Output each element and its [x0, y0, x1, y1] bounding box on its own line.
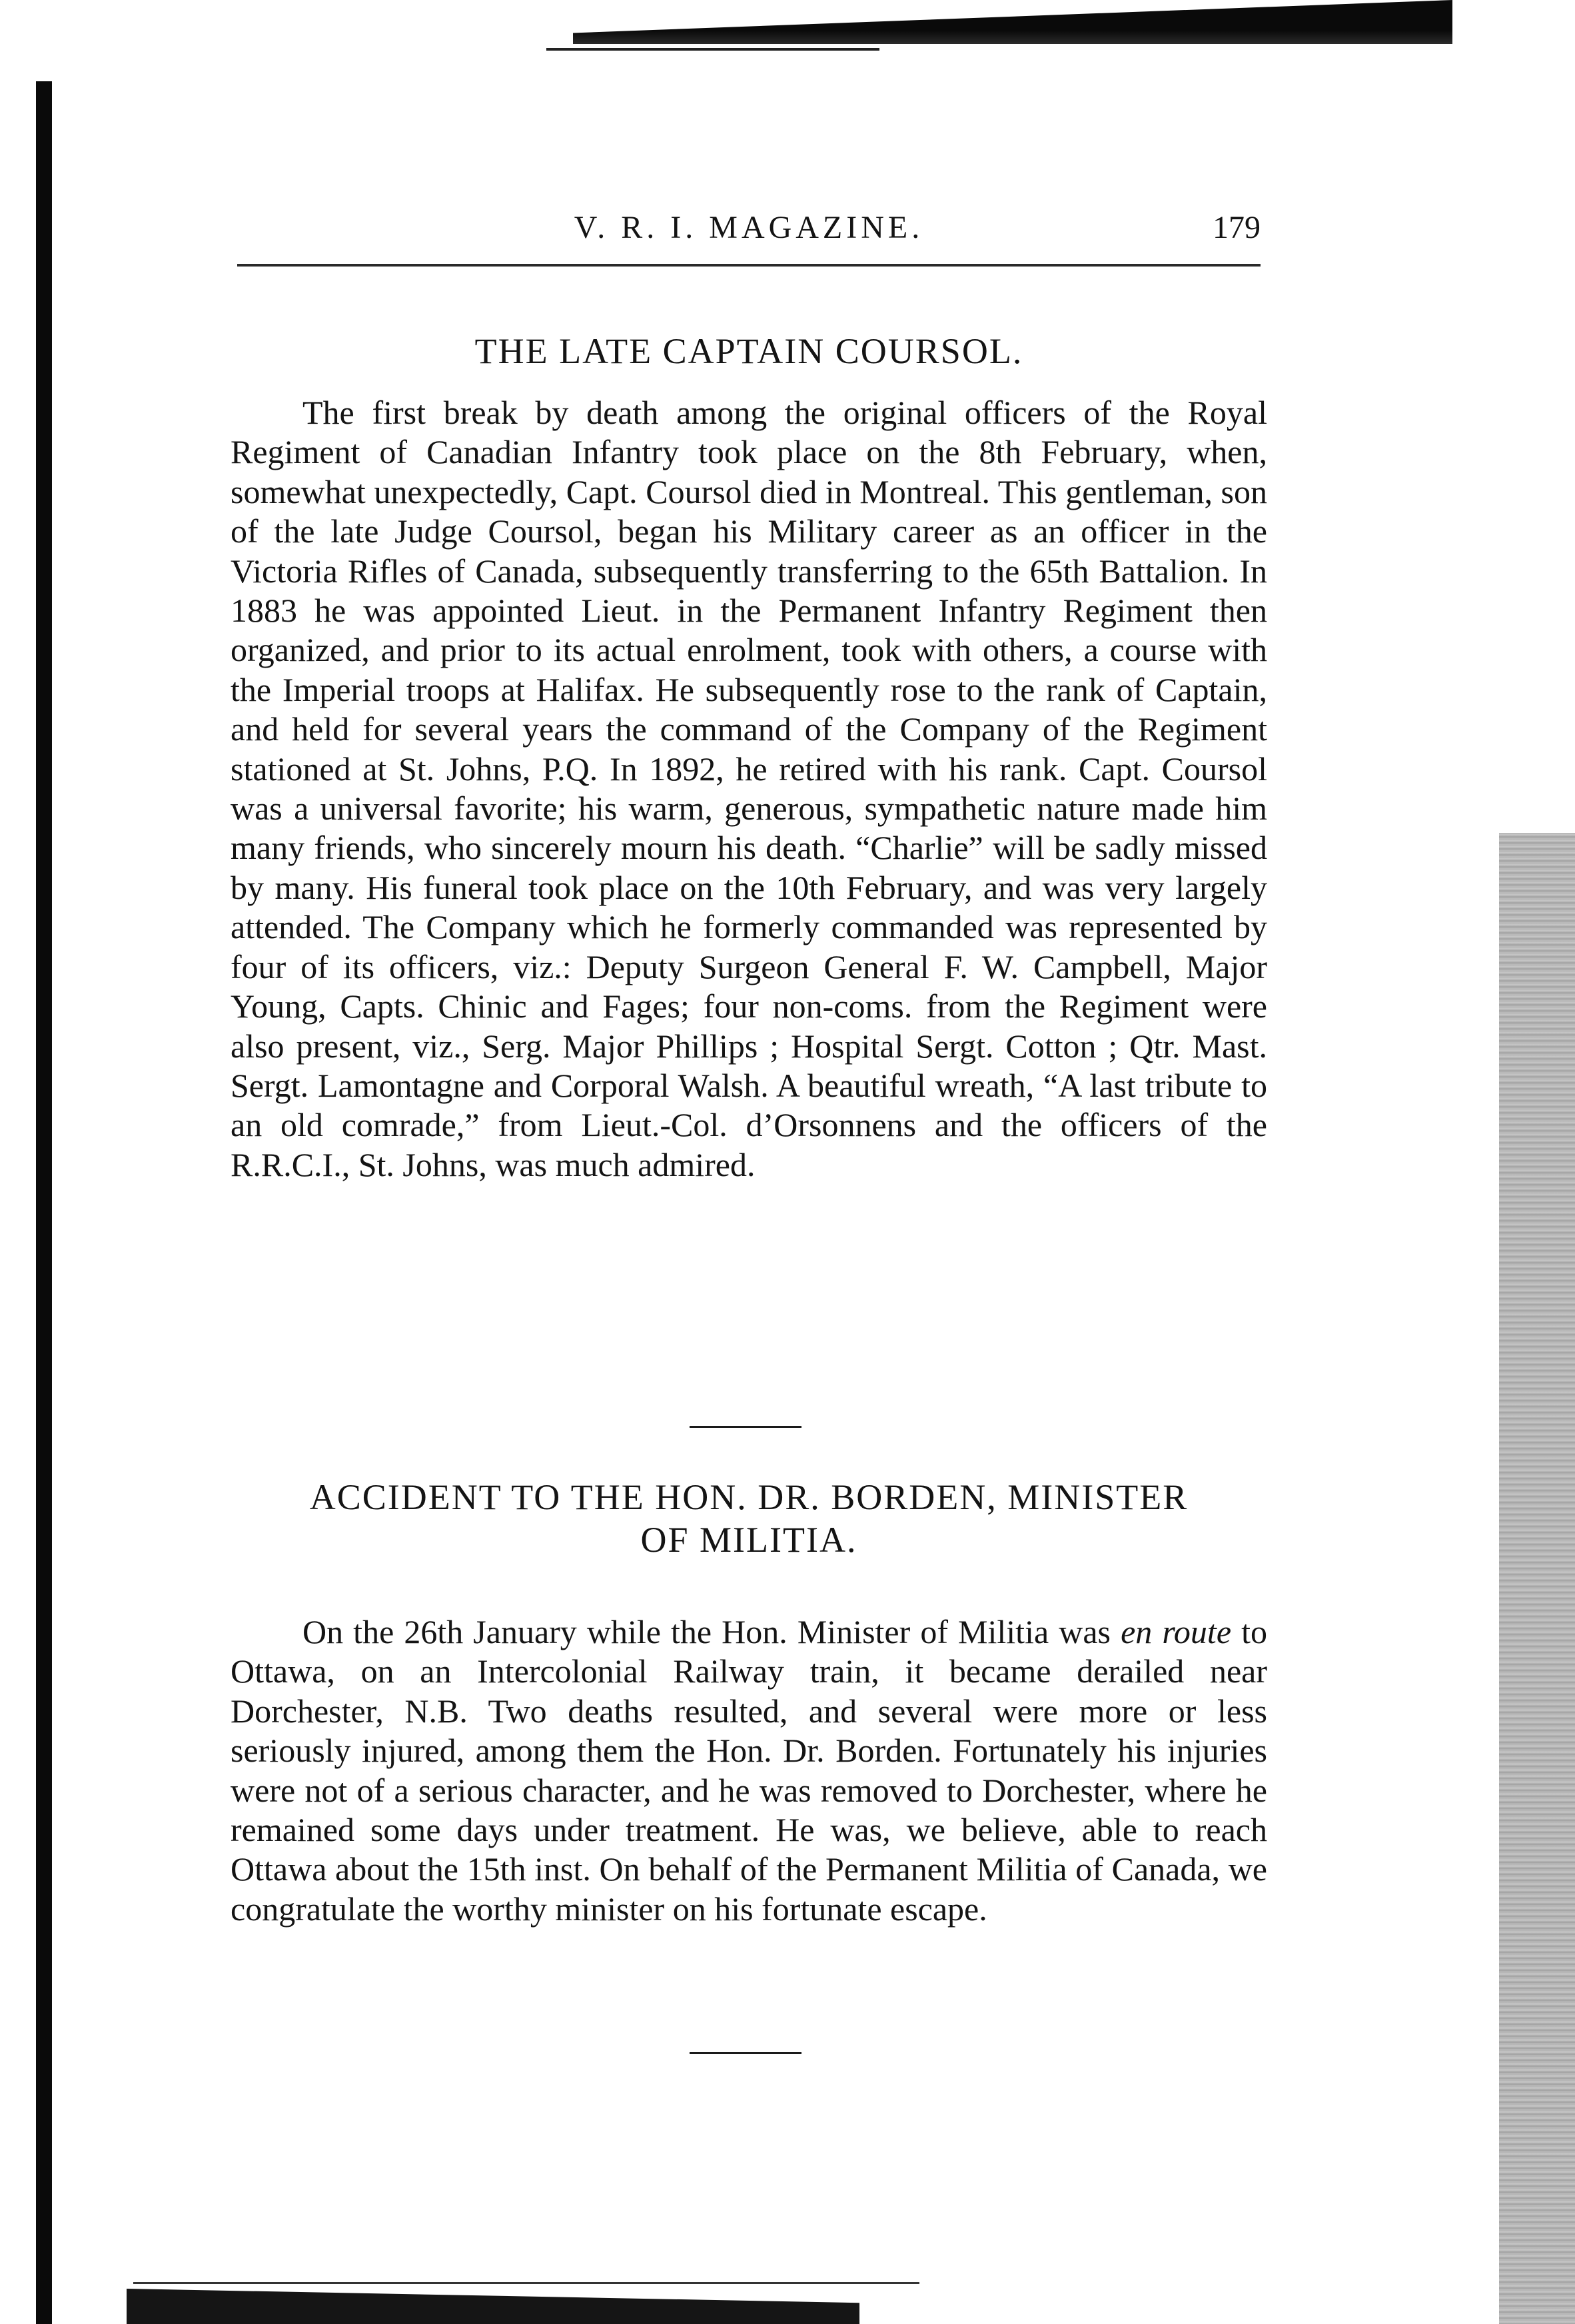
scan-bottom-edge: [127, 2289, 859, 2324]
scan-top-line: [546, 48, 879, 51]
article-heading-coursol: THE LATE CAPTAIN COURSOL.: [474, 331, 1023, 371]
article-body-borden: [231, 1612, 1267, 1929]
scan-edge-shadow: [36, 81, 52, 2324]
article-body-borden-part1: On the 26th January while the Hon. Minister of Militia was: [302, 1613, 1121, 1650]
scan-right-edge: [1499, 833, 1575, 2324]
article-heading-borden-line2: OF MILITIA.: [640, 1520, 857, 1560]
section-divider-end: [690, 2052, 801, 2054]
running-head: [237, 205, 1261, 259]
page-number: 179: [1213, 210, 1261, 245]
scan-top-edge: [573, 0, 1452, 44]
article-body-borden-italic: en route: [1121, 1613, 1232, 1650]
article-body-borden-part2: to Ottawa, on an Intercolonial Railway train, it became derailed near Dorchester, N.B. Two deaths resulted, and several were more or less seriously injured, among them the Hon. Dr. Borden. Fortunately his injuries were not of a serious character, and he was removed to Dorchester, where he remained some days under treatment. He was, we believe, able to reach Ottawa about the 15th inst. On behalf of the Permanent Militia of Canada, we congratulate the worthy minister on his fortunate escape.: [231, 1613, 1267, 1928]
section-divider: [690, 1426, 801, 1428]
article-body-coursol: The first break by death among the original officers of the Royal Regiment of Canadian Infantry took place on the 8th February, when, somewhat unexpectedly, Capt. Coursol died in Montreal. This gentleman, son of the late Judge Coursol, began his Military career as an officer in the Victoria Rifles of Canada, subsequently transferring to the 65th Battalion. In 1883 he was appointed Lieut. in the Permanent Infantry Regiment then organized, and prior to its actual enrolment, took with others, a course with the Imperial troops at Halifax. He subsequently rose to the rank of Captain, and held for several years the command of the Company of the Regiment stationed at St. Johns, P.Q. In 1892, he retired with his rank. Capt. Coursol was a universal favorite; his warm, generous, sympathetic nature made him many friends, who sincerely mourn his death. “Charlie” will be sadly missed by many. His funeral took place on the 10th February, and was very largely attended. The Company which he formerly commanded was represented by four of its officers, viz.: Deputy Surgeon General F. W. Campbell, Major Young, Capts. Chinic and Fages; four non-coms. from the Regiment were also present, viz., Serg. Major Phillips ; Hospital Sergt. Cotton ; Qtr. Mast. Sergt. Lamontagne and Corporal Walsh. A beautiful wreath, “A last tribute to an old comrade,” from Lieut.-Col. d’Orsonnens and the officers of the R.R.C.I., St. Johns, was much admired.: [231, 394, 1267, 1183]
article-heading-borden: [231, 1476, 1267, 1561]
article-heading-borden-line1: ACCIDENT TO THE HON. DR. BORDEN, MINISTER: [309, 1477, 1189, 1517]
header-rule: [237, 264, 1261, 267]
scan-bottom-line: [133, 2282, 919, 2284]
magazine-title: V. R. I. MAGAZINE.: [574, 210, 924, 245]
